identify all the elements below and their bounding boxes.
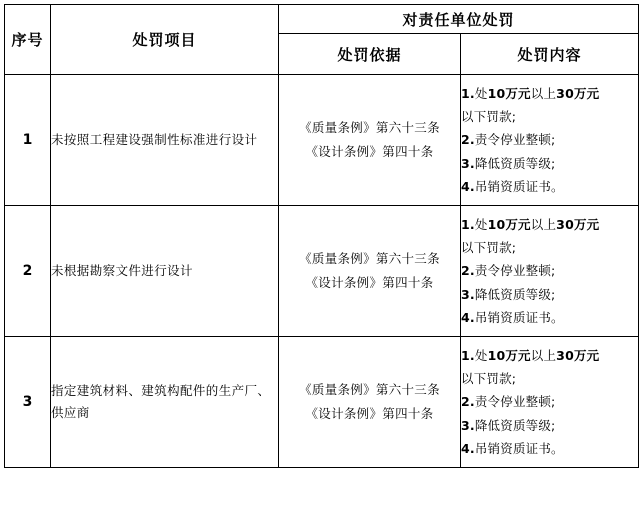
content-line: 以下罚款;: [461, 371, 517, 387]
basis-line: 《设计条例》第四十条: [305, 275, 434, 290]
cell-seq: 3: [5, 337, 51, 468]
cell-content: [461, 206, 639, 337]
content-line: 1.处10万元以上30万元: [461, 348, 600, 364]
table-header-row-group: [5, 5, 639, 34]
cell-item: 指定建筑材料、建筑构配件的生产厂、供应商: [51, 337, 279, 468]
basis-line: 《设计条例》第四十条: [305, 406, 434, 421]
content-line: 1.处10万元以上30万元: [461, 217, 600, 233]
content-line: 4.吊销资质证书。: [461, 178, 564, 194]
header-cell-group: 对责任单位处罚: [279, 5, 639, 34]
content-line: 以下罚款;: [461, 109, 517, 125]
content-line: 3.降低资质等级;: [461, 155, 556, 171]
basis-line: 《质量条例》第六十三条: [299, 382, 440, 398]
penalty-table: [4, 4, 639, 468]
basis-line: 《设计条例》第四十条: [305, 144, 434, 159]
table-row: [5, 206, 639, 337]
header-cell-content: 处罚内容: [461, 34, 639, 75]
table-row: [5, 75, 639, 206]
cell-content: [461, 337, 639, 468]
content-line: 3.降低资质等级;: [461, 286, 556, 302]
content-line: 3.降低资质等级;: [461, 417, 556, 433]
cell-basis: [279, 75, 461, 206]
table-row: [5, 337, 639, 468]
cell-item: 未根据勘察文件进行设计: [51, 206, 279, 337]
content-line: 2.责令停业整顿;: [461, 132, 556, 148]
content-line: 4.吊销资质证书。: [461, 309, 564, 325]
content-line: 1.处10万元以上30万元: [461, 86, 600, 102]
cell-seq: 1: [5, 75, 51, 206]
cell-seq: 2: [5, 206, 51, 337]
basis-line: 《质量条例》第六十三条: [299, 251, 440, 267]
content-line: 2.责令停业整顿;: [461, 263, 556, 279]
header-cell-seq: 序号: [5, 5, 51, 75]
content-line: 2.责令停业整顿;: [461, 394, 556, 410]
cell-content: [461, 75, 639, 206]
header-cell-basis: 处罚依据: [279, 34, 461, 75]
basis-line: 《质量条例》第六十三条: [299, 120, 440, 136]
cell-basis: [279, 337, 461, 468]
header-cell-item: 处罚项目: [51, 5, 279, 75]
cell-item: 未按照工程建设强制性标准进行设计: [51, 75, 279, 206]
cell-basis: [279, 206, 461, 337]
content-line: 4.吊销资质证书。: [461, 440, 564, 456]
content-line: 以下罚款;: [461, 240, 517, 256]
